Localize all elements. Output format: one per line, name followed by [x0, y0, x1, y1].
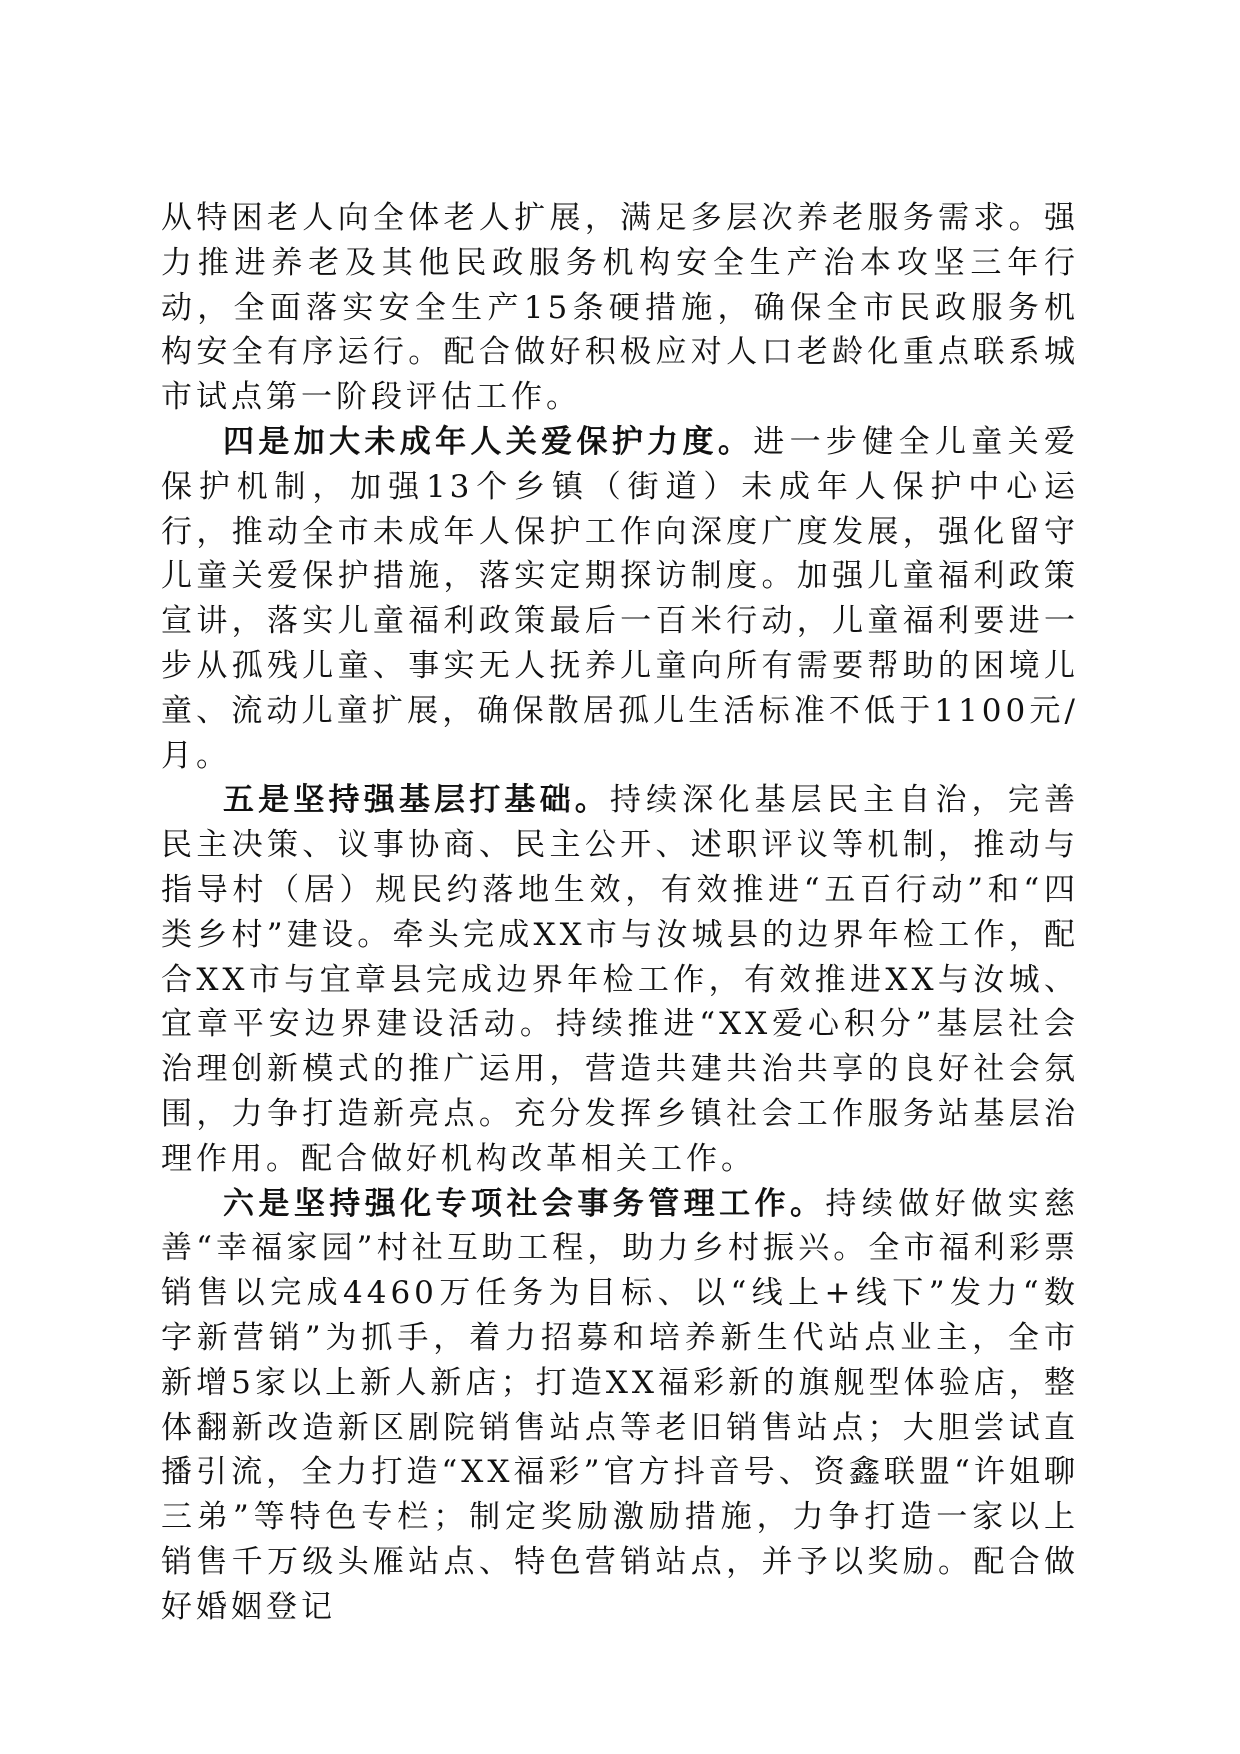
paragraph-lead-heading: 六是坚持强化专项社会事务管理工作。: [223, 1185, 826, 1222]
paragraph-text: 进一步健全儿童关爱保护机制，加强13个乡镇（街道）未成年人保护中心运行，推动全市未成年人保护工作向深度广度发展，强化留守儿童关爱保护措施，落实定期探访制度。加强儿童福利政策宣讲，落实儿童福利政策最后一百米行动，儿童福利要进一步从孤残儿童、事实无人抚养儿童向所有需要帮助的困境儿童、流动儿童扩展，确保散居孤儿生活标准不低于1100元/月。: [161, 423, 1080, 774]
paragraph-social-affairs: [161, 1182, 1079, 1630]
document-body: [161, 196, 1079, 1630]
paragraph-minor-protection: [161, 420, 1079, 778]
paragraph-grassroots: [161, 778, 1079, 1181]
paragraph-lead-heading: 四是加大未成年人关爱保护力度。: [223, 423, 754, 460]
paragraph-lead-heading: 五是坚持强基层打基础。: [223, 782, 610, 819]
paragraph-text: 从特困老人向全体老人扩展，满足多层次养老服务需求。强力推进养老及其他民政服务机构安全生产治本攻坚三年行动，全面落实安全生产15条硬措施，确保全市民政服务机构安全有序运行。配合做好积极应对人口老龄化重点联系城市试点第一阶段评估工作。: [161, 200, 1079, 416]
paragraph-text: 持续深化基层民主自治，完善民主决策、议事协商、民主公开、述职评议等机制，推动与指导村（居）规民约落地生效，有效推进“五百行动”和“四类乡村”建设。牵头完成XX市与汝城县的边界年检工作，配合XX市与宜章县完成边界年检工作，有效推进XX与汝城、宜章平安边界建设活动。持续推进“XX爱心积分”基层社会治理创新模式的推广运用，营造共建共治共享的良好社会氛围，力争打造新亮点。充分发挥乡镇社会工作服务站基层治理作用。配合做好机构改革相关工作。: [161, 782, 1080, 1177]
paragraph-elderly-services: [161, 196, 1079, 420]
paragraph-text: 持续做好做实慈善“幸福家园”村社互助工程，助力乡村振兴。全市福利彩票销售以完成4460万任务为目标、以“线上+线下”发力“数字新营销”为抓手，着力招募和培养新生代站点业主，全市新增5家以上新人新店；打造XX福彩新的旗舰型体验店，整体翻新改造新区剧院销售站点等老旧销售站点；大胆尝试直播引流，全力打造“XX福彩”官方抖音号、资鑫联盟“许姐聊三弟”等特色专栏；制定奖励激励措施，力争打造一家以上销售千万级头雁站点、特色营销站点，并予以奖励。配合做好婚姻登记: [161, 1185, 1079, 1625]
